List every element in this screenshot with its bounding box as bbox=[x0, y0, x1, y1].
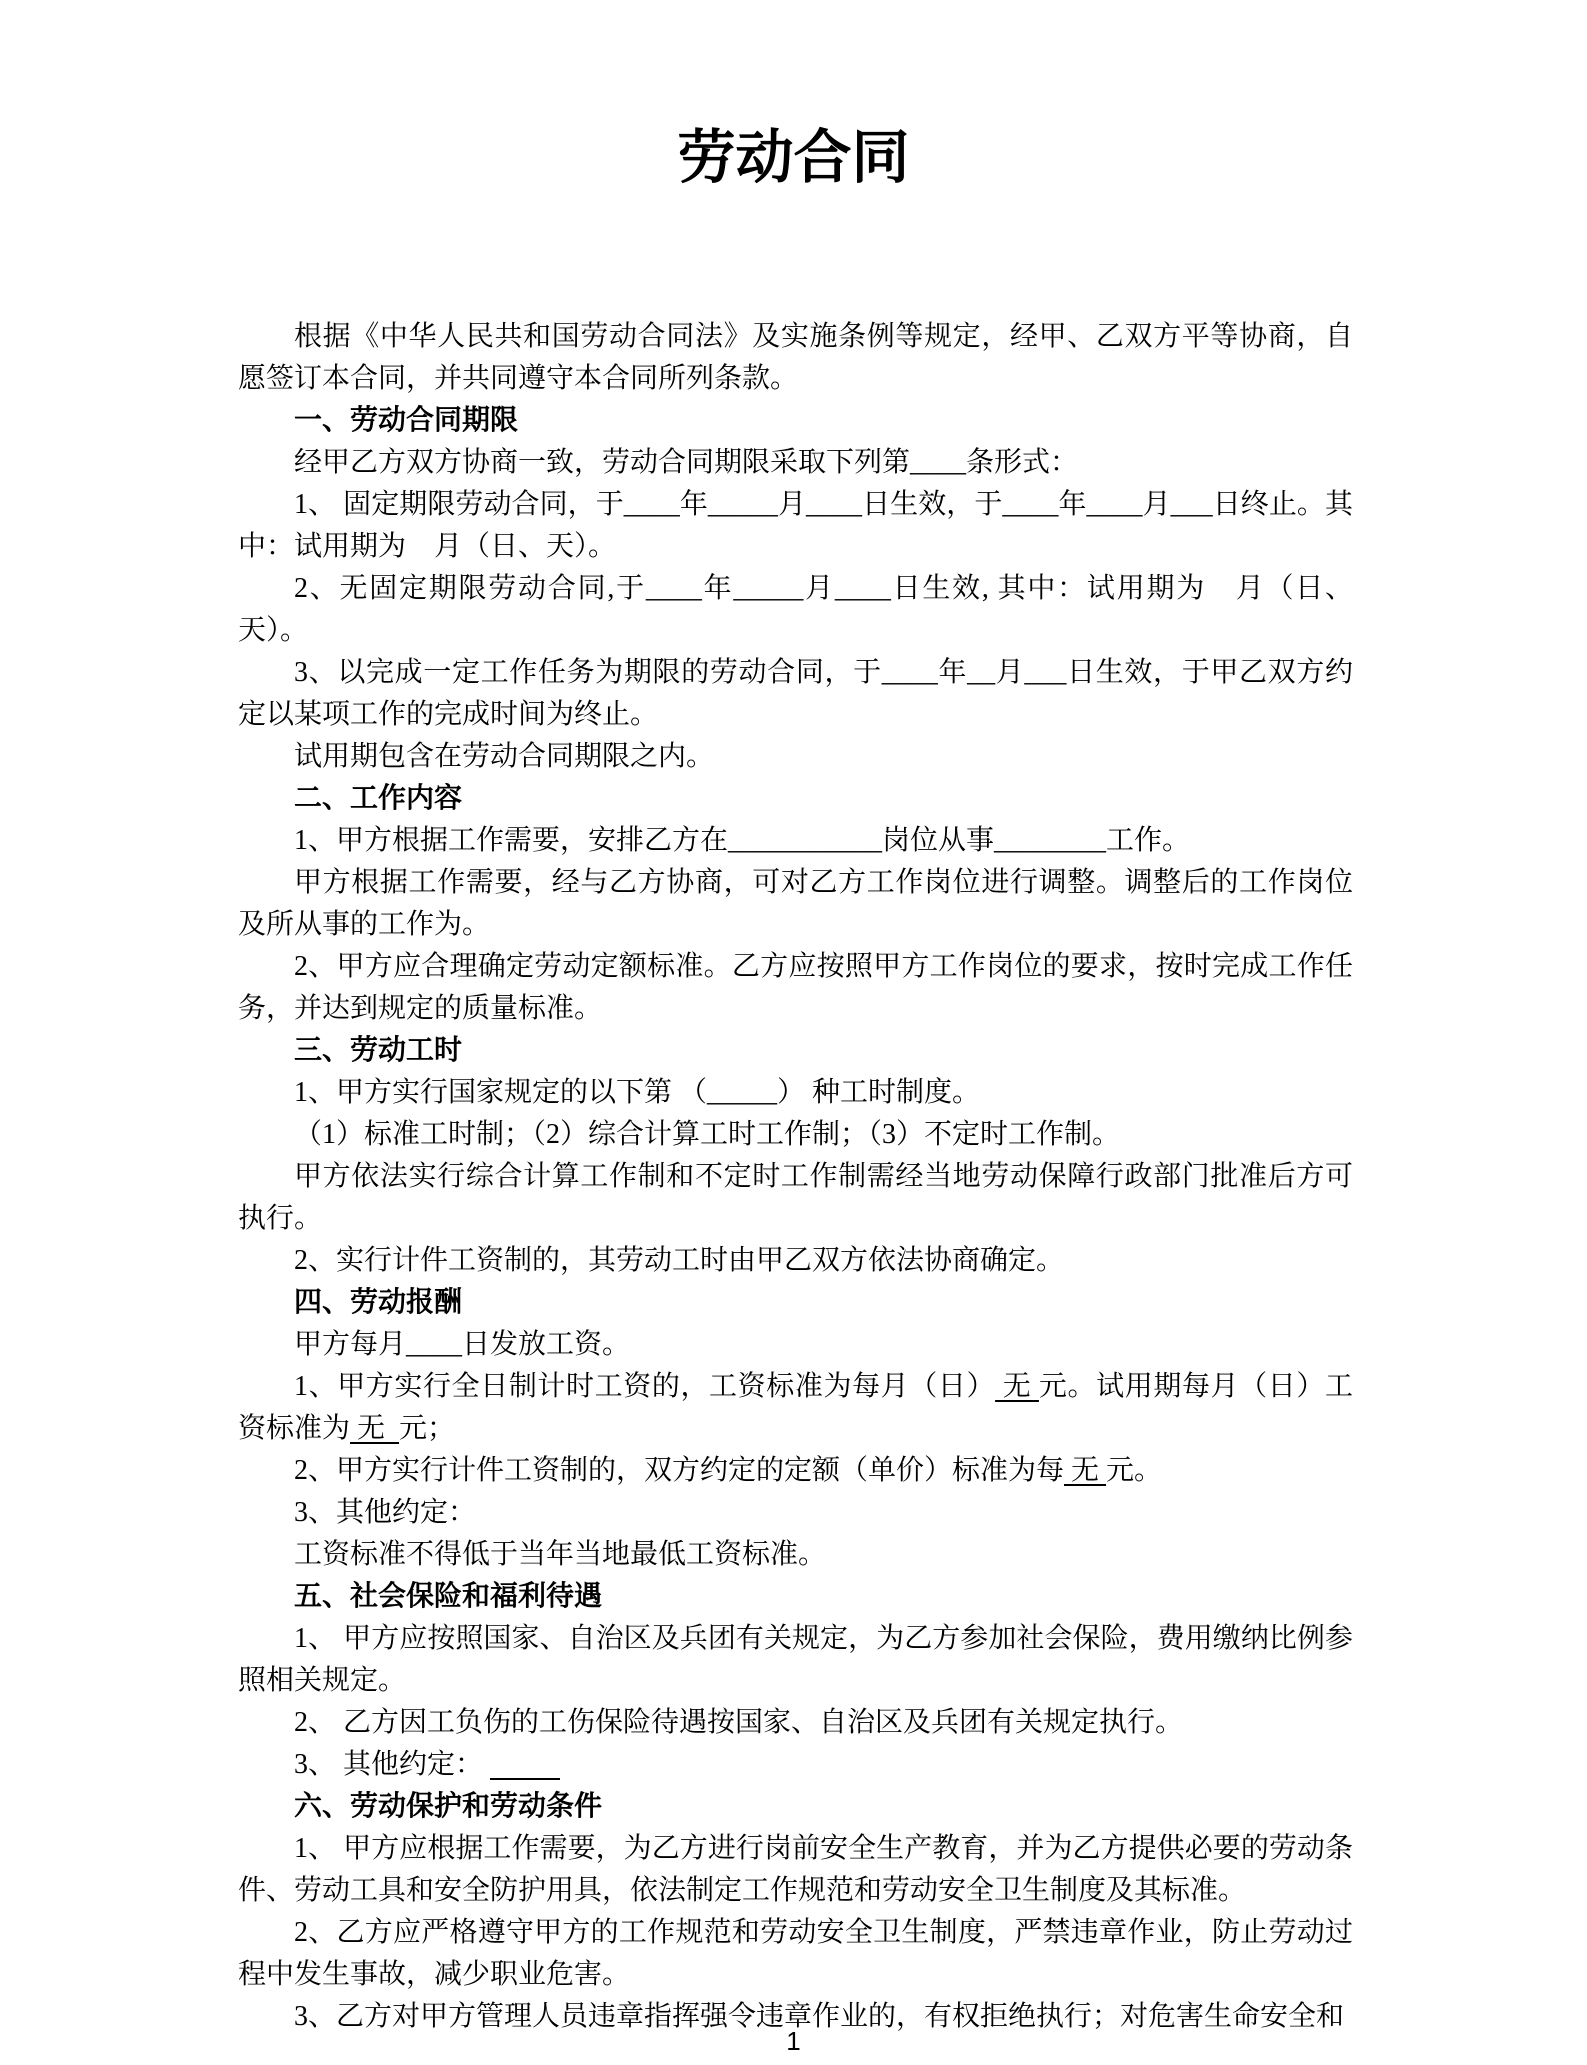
text-segment: 元。试用期每月（日）工资标准为 bbox=[238, 1371, 1353, 1444]
text-segment: 2、 乙方因工负伤的工伤保险待遇按国家、自治区及兵团有关规定执行。 bbox=[294, 1707, 1184, 1738]
paragraph bbox=[238, 1114, 1353, 1156]
paragraph bbox=[238, 316, 1353, 400]
paragraph bbox=[238, 1828, 1353, 1912]
section-heading bbox=[238, 1576, 1353, 1618]
paragraph bbox=[238, 1618, 1353, 1702]
paragraph bbox=[238, 1534, 1353, 1576]
text-segment: 2、甲方应合理确定劳动定额标准。乙方应按照甲方工作岗位的要求，按时完成工作任务，并达到规定的质量标准。 bbox=[238, 951, 1353, 1024]
paragraph bbox=[238, 652, 1353, 736]
document-body bbox=[238, 316, 1353, 2038]
text-segment: 1、 固定期限劳动合同，于____年_____月____日生效，于____年____月___日终止。其中：试用期为 月（日、天）。 bbox=[238, 489, 1353, 562]
text-segment: 3、以完成一定工作任务为期限的劳动合同，于____年__月___日生效，于甲乙双方约定以某项工作的完成时间为终止。 bbox=[238, 657, 1353, 730]
paragraph bbox=[238, 1744, 1353, 1786]
text-segment: 2、乙方应严格遵守甲方的工作规范和劳动安全卫生制度，严禁违章作业，防止劳动过程中发生事故，减少职业危害。 bbox=[238, 1917, 1353, 1990]
text-segment: （1）标准工时制；（2）综合计算工时工作制；（3）不定时工作制。 bbox=[294, 1119, 1121, 1150]
text-segment: 1、 甲方应按照国家、自治区及兵团有关规定，为乙方参加社会保险，费用缴纳比例参照相关规定。 bbox=[238, 1623, 1353, 1696]
fill-in-blank: 无 bbox=[995, 1371, 1039, 1402]
text-segment: 经甲乙方双方协商一致，劳动合同期限采取下列第____条形式： bbox=[294, 447, 1079, 478]
section-heading bbox=[238, 400, 1353, 442]
text-segment: 1、甲方实行国家规定的以下第 （_____） 种工时制度。 bbox=[294, 1077, 981, 1108]
paragraph bbox=[238, 862, 1353, 946]
text-segment: 五、社会保险和福利待遇 bbox=[294, 1581, 603, 1612]
text-segment: 3、 其他约定： bbox=[294, 1749, 491, 1780]
text-segment: 四、劳动报酬 bbox=[294, 1287, 463, 1318]
page-number: 1 bbox=[786, 2026, 801, 2056]
paragraph bbox=[238, 820, 1353, 862]
text-segment: 一、劳动合同期限 bbox=[294, 405, 519, 436]
section-heading bbox=[238, 778, 1353, 820]
section-heading bbox=[238, 1282, 1353, 1324]
fill-in-blank: 无 bbox=[1064, 1455, 1107, 1486]
section-heading bbox=[238, 1786, 1353, 1828]
text-segment: 甲方根据工作需要，经与乙方协商，可对乙方工作岗位进行调整。调整后的工作岗位及所从事的工作为。 bbox=[238, 867, 1353, 940]
text-segment: 1、 甲方应根据工作需要，为乙方进行岗前安全生产教育，并为乙方提供必要的劳动条件、劳动工具和安全防护用具，依法制定工作规范和劳动安全卫生制度及其标准。 bbox=[238, 1833, 1353, 1906]
text-segment: 3、乙方对甲方管理人员违章指挥强令违章作业的，有权拒绝执行；对危害生命安全和 bbox=[294, 2001, 1345, 2032]
paragraph bbox=[238, 1450, 1353, 1492]
fill-in-blank bbox=[490, 1749, 560, 1780]
paragraph bbox=[238, 1324, 1353, 1366]
paragraph bbox=[238, 1072, 1353, 1114]
text-segment: 工资标准不得低于当年当地最低工资标准。 bbox=[294, 1539, 827, 1570]
text-segment: 2、实行计件工资制的，其劳动工时由甲乙双方依法协商确定。 bbox=[294, 1245, 1065, 1276]
text-segment: 3、其他约定： bbox=[294, 1497, 477, 1528]
paragraph bbox=[238, 1492, 1353, 1534]
paragraph bbox=[238, 736, 1353, 778]
text-segment: 根据《中华人民共和国劳动合同法》及实施条例等规定，经甲、乙双方平等协商，自愿签订本合同，并共同遵守本合同所列条款。 bbox=[238, 321, 1353, 394]
document-title: 劳动合同 bbox=[677, 125, 910, 190]
paragraph bbox=[238, 484, 1353, 568]
text-segment: 试用期包含在劳动合同期限之内。 bbox=[294, 741, 715, 772]
paragraph bbox=[238, 1240, 1353, 1282]
fill-in-blank: 无 bbox=[350, 1413, 400, 1444]
paragraph bbox=[238, 568, 1353, 652]
paragraph bbox=[238, 1702, 1353, 1744]
text-segment: 元。 bbox=[1106, 1455, 1163, 1486]
text-segment: 元； bbox=[399, 1413, 456, 1444]
paragraph bbox=[238, 946, 1353, 1030]
paragraph bbox=[238, 442, 1353, 484]
text-segment: 甲方依法实行综合计算工作制和不定时工作制需经当地劳动保障行政部门批准后方可执行。 bbox=[238, 1161, 1353, 1234]
text-segment: 1、甲方根据工作需要，安排乙方在___________岗位从事________工作。 bbox=[294, 825, 1191, 856]
text-segment: 2、无固定期限劳动合同,于____年_____月____日生效, 其中：试用期为 月（日、天）。 bbox=[238, 573, 1353, 646]
paragraph bbox=[238, 1156, 1353, 1240]
section-heading bbox=[238, 1030, 1353, 1072]
text-segment: 六、劳动保护和劳动条件 bbox=[294, 1791, 603, 1822]
text-segment: 三、劳动工时 bbox=[294, 1035, 463, 1066]
text-segment: 2、甲方实行计件工资制的，双方约定的定额（单价）标准为每 bbox=[294, 1455, 1065, 1486]
text-segment: 甲方每月____日发放工资。 bbox=[294, 1329, 631, 1360]
paragraph bbox=[238, 1366, 1353, 1450]
text-segment: 二、工作内容 bbox=[294, 783, 463, 814]
paragraph bbox=[238, 1912, 1353, 1996]
text-segment: 1、甲方实行全日制计时工资的，工资标准为每月（日） bbox=[294, 1371, 996, 1402]
